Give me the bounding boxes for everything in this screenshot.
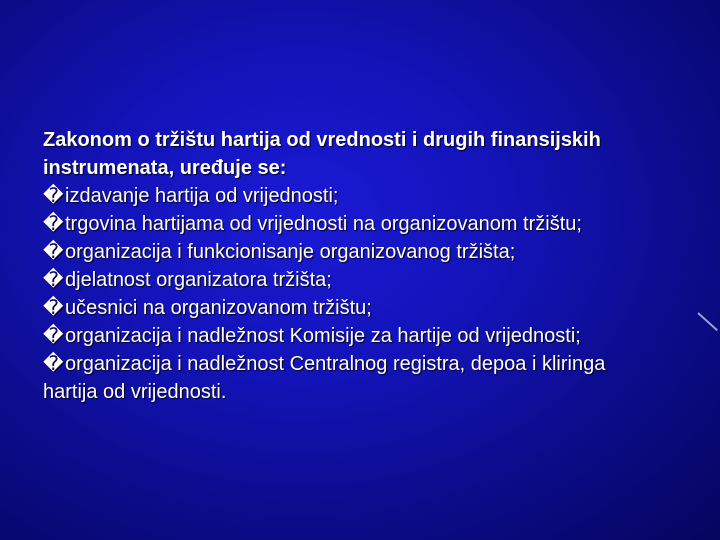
bullet-icon: �	[43, 241, 64, 263]
list-item	[43, 322, 663, 350]
bullet-icon: �	[43, 325, 64, 347]
list-item-text: organizacija i nadležnost Komisije za hartije od vrijednosti;	[65, 325, 581, 347]
list-item-text: učesnici na organizovanom tržištu;	[65, 297, 372, 319]
list-item-text: organizacija i nadležnost Centralnog registra, depoa i kliringa hartija od vrijednosti.	[43, 353, 606, 403]
bullet-icon: �	[43, 185, 64, 207]
bullet-icon: �	[43, 269, 64, 291]
decorative-line	[697, 312, 718, 331]
slide-heading: Zakonom o tržištu hartija od vrednosti i drugih finansijskih instrumenata, uređuje se:	[43, 129, 601, 179]
slide-text-block	[43, 126, 663, 406]
list-item	[43, 182, 663, 210]
list-item	[43, 294, 663, 322]
list-item-text: organizacija i funkcionisanje organizovanog tržišta;	[65, 241, 516, 263]
bullet-icon: �	[43, 213, 64, 235]
bullet-icon: �	[43, 353, 64, 375]
list-item	[43, 238, 663, 266]
bullet-icon: �	[43, 297, 64, 319]
list-item-text: trgovina hartijama od vrijednosti na organizovanom tržištu;	[65, 213, 582, 235]
list-item-text: djelatnost organizatora tržišta;	[65, 269, 332, 291]
list-item	[43, 210, 663, 238]
bullet-list	[43, 182, 663, 406]
list-item-text: izdavanje hartija od vrijednosti;	[65, 185, 339, 207]
list-item	[43, 266, 663, 294]
list-item	[43, 350, 663, 406]
